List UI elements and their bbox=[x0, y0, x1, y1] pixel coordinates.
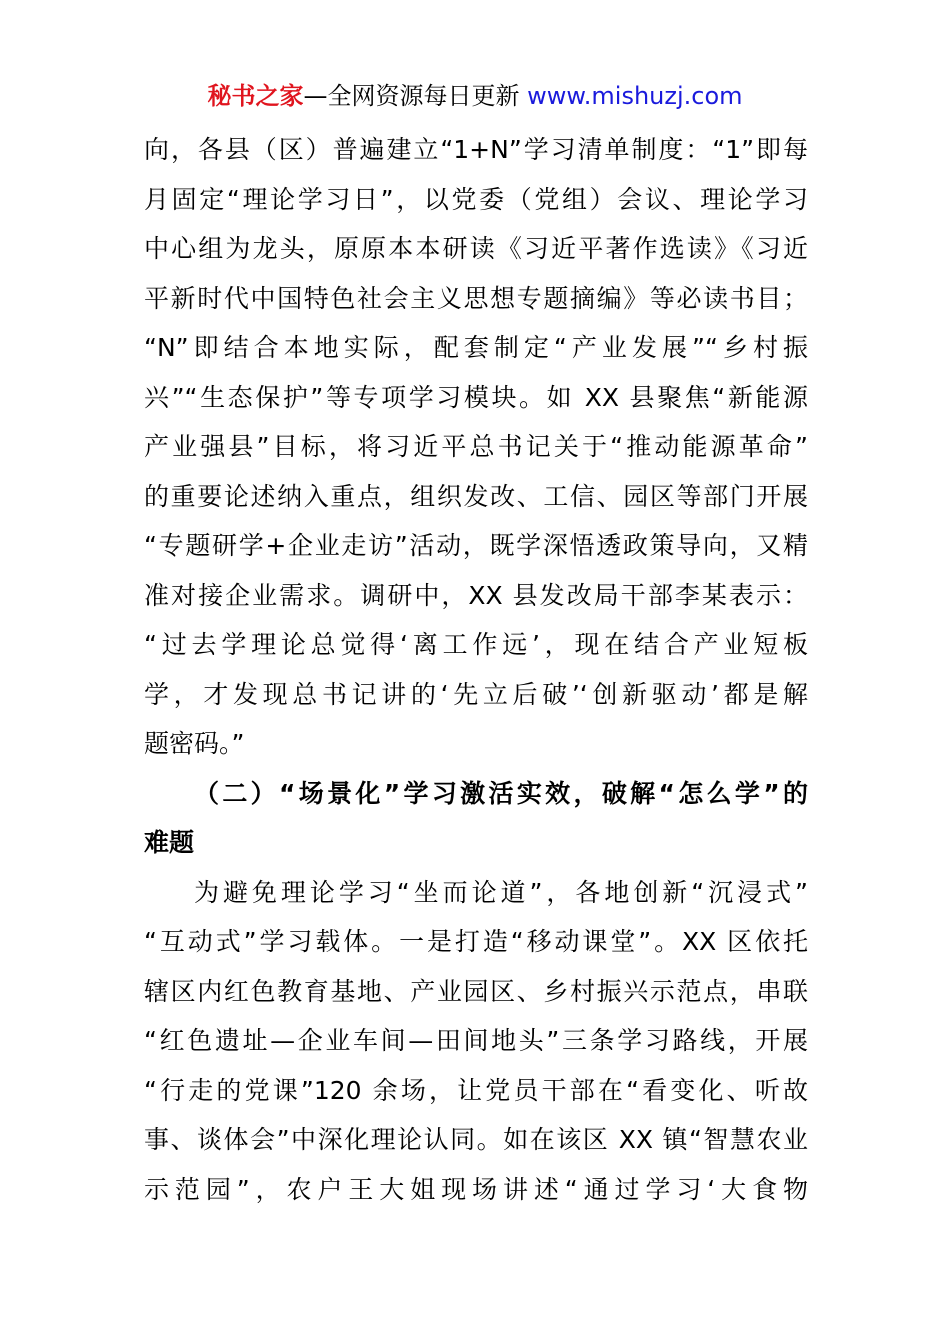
text-line: 为避免理论学习“坐而论道”，各地创新“沉浸式” bbox=[194, 877, 808, 907]
text-line: “行走的党课”120 余场，让党员干部在“看变化、听故 bbox=[144, 1075, 808, 1105]
text-line: 学，才发现总书记讲的‘先立后破’‘创新驱动’都是解 bbox=[144, 679, 808, 709]
text-line: “专题研学+企业走访”活动，既学深悟透政策导向，又精 bbox=[144, 531, 808, 560]
brand-name: 秘书之家 bbox=[207, 82, 304, 110]
text-line: 中心组为龙头，原原本本研读《习近平著作选读》《习近 bbox=[144, 234, 808, 263]
text-line: 平新时代中国特色社会主义思想专题摘编》等必读书目； bbox=[144, 283, 808, 313]
text-line: 准对接企业需求。调研中，XX 县发改局干部李某表示： bbox=[144, 580, 808, 610]
text-line: “过去学理论总觉得‘离工作远’，现在结合产业短板 bbox=[144, 630, 808, 659]
text-line: 月固定“理论学习日”，以党委（党组）会议、理论学习 bbox=[144, 184, 808, 214]
site-header bbox=[0, 80, 950, 112]
site-url[interactable]: www.mishuzj.com bbox=[527, 82, 743, 110]
text-line: 题密码。” bbox=[144, 729, 245, 758]
text-line: 向，各县（区）普遍建立“1+N”学习清单制度：“1”即每 bbox=[144, 135, 808, 164]
text-line: “N”即结合本地实际，配套制定“产业发展”“乡村振 bbox=[144, 333, 808, 362]
text-line: 产业强县”目标，将习近平总书记关于“推动能源革命” bbox=[144, 432, 808, 461]
header-tagline: —全网资源每日更新 bbox=[303, 82, 520, 110]
text-line: 兴”“生态保护”等专项学习模块。如 XX 县聚焦“新能源 bbox=[144, 382, 808, 412]
text-line: “互动式”学习载体。一是打造“移动课堂”。XX 区依托 bbox=[144, 927, 808, 956]
text-line: 事、谈体会”中深化理论认同。如在该区 XX 镇“智慧农业 bbox=[144, 1125, 808, 1154]
document-body bbox=[144, 125, 808, 1214]
text-line: 辖区内红色教育基地、产业园区、乡村振兴示范点，串联 bbox=[144, 976, 808, 1006]
text-line: 示范园”，农户王大姐现场讲述“通过学习‘大食物 bbox=[144, 1174, 808, 1204]
text-line: 的重要论述纳入重点，组织发改、工信、园区等部门开展 bbox=[144, 481, 808, 511]
section-heading-continuation: 难题 bbox=[144, 828, 195, 857]
section-heading: （二）“场景化”学习激活实效，破解“怎么学”的 bbox=[194, 778, 808, 808]
text-line: “红色遗址—企业车间—田间地头”三条学习路线，开展 bbox=[144, 1026, 808, 1055]
